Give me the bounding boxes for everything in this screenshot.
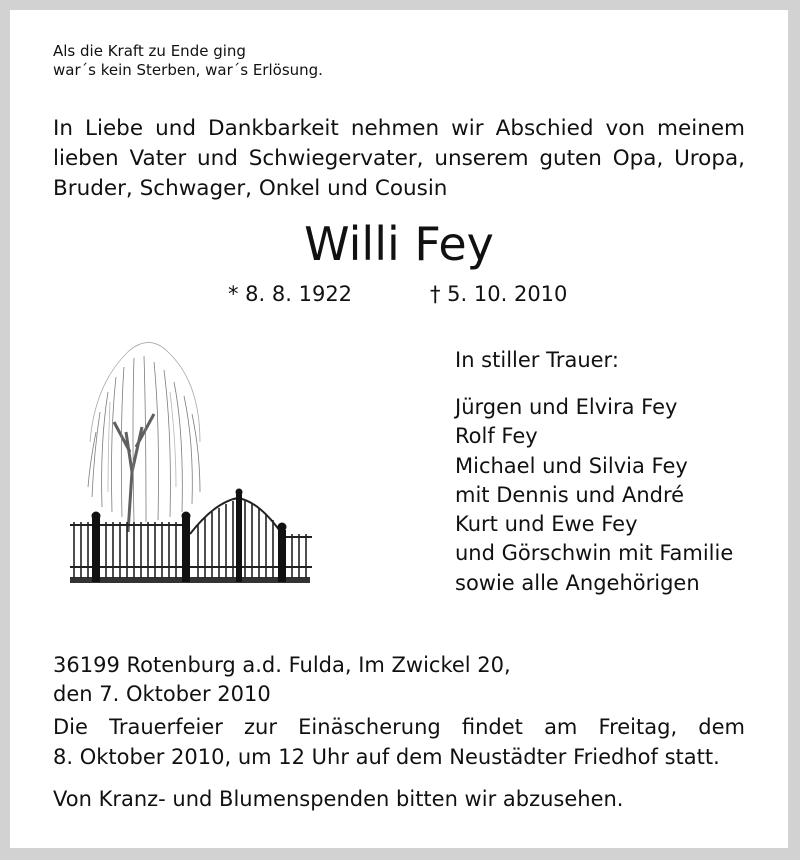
deceased-name: Willi Fey	[304, 217, 494, 271]
list-item: mit Dennis und André	[455, 482, 685, 507]
intro-line: In Liebe und Dankbarkeit nehmen wir Abschied von meinem	[53, 116, 745, 141]
date-line: den 7. Oktober 2010	[53, 682, 271, 706]
intro-line: lieben Vater und Schwiegervater, unserem guten Opa, Uropa,	[53, 146, 745, 171]
flowers-notice: Von Kranz- und Blumenspenden bitten wir abzusehen.	[53, 787, 624, 811]
intro-text	[53, 114, 745, 204]
service-line: 8. Oktober 2010, um 12 Uhr auf dem Neustädter Friedhof statt.	[53, 745, 720, 769]
service-line: Die Trauerfeier zur Einäscherung findet am Freitag, dem	[53, 715, 745, 739]
funeral-service-notice	[53, 712, 745, 772]
obituary-card	[10, 10, 788, 848]
mourner-list	[455, 393, 733, 598]
list-item: Jürgen und Elvira Fey	[455, 395, 678, 419]
list-item: und Görschwin mit Familie	[455, 541, 734, 566]
birth-date: * 8. 8. 1922	[228, 282, 353, 306]
weeping-willow-and-cemetery-gate-icon	[50, 322, 320, 602]
motto-line: war´s kein Sterben, war´s Erlösung.	[53, 61, 323, 79]
death-date: † 5. 10. 2010	[430, 282, 568, 306]
intro-line: Bruder, Schwager, Onkel und Cousin	[53, 176, 448, 201]
motto	[53, 42, 323, 80]
address-block	[53, 651, 511, 709]
mourning-heading: In stiller Trauer:	[455, 348, 619, 372]
list-item: sowie alle Angehörigen	[455, 570, 700, 595]
address-line: 36199 Rotenburg a.d. Fulda, Im Zwickel 20,	[53, 653, 511, 677]
list-item: Rolf Fey	[455, 424, 538, 449]
list-item: Michael und Silvia Fey	[455, 453, 688, 478]
motto-line: Als die Kraft zu Ende ging	[53, 42, 246, 60]
list-item: Kurt und Ewe Fey	[455, 512, 638, 537]
